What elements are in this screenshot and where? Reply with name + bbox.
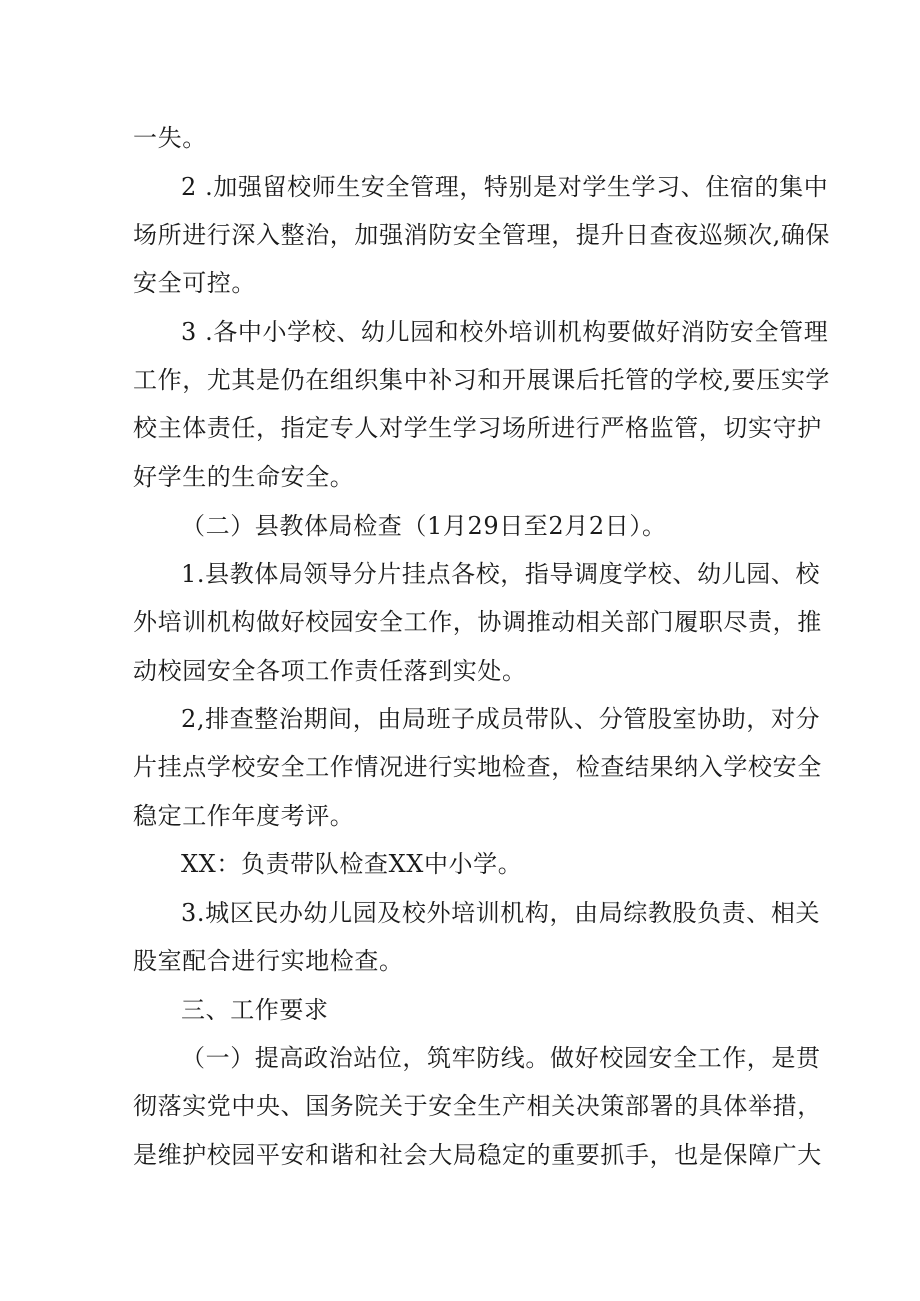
text-line: 彻落实党中央、国务院关于安全生产相关决策部署的具体举措， (133, 1092, 822, 1120)
text-line: 稳定工作年度考评。 (133, 802, 355, 830)
text-line: 2,排查整治期间，由局班子成员带队、分管股室协助，对分 (181, 705, 821, 733)
text-line: 好学生的生命安全。 (133, 463, 355, 491)
text-line: 2 .加强留校师生安全管理，特别是对学生学习、住宿的集中 (181, 173, 829, 201)
text-line: 外培训机构做好校园安全工作，协调推动相关部门履职尽责，推 (133, 608, 822, 636)
text-line: 3 .各中小学校、幼儿园和校外培训机构要做好消防安全管理 (181, 318, 829, 346)
section-heading: （二）县教体局检查（1月29日至2月2日）。 (181, 512, 667, 540)
text-line: 是维护校园平安和谐和社会大局稳定的重要抓手，也是保障广大 (133, 1141, 822, 1169)
text-line: 校主体责任，指定专人对学生学习场所进行严格监管，切实守护 (133, 414, 822, 442)
text-line: 动校园安全各项工作责任落到实处。 (133, 657, 527, 685)
text-line: 1.县教体局领导分片挂点各校，指导调度学校、幼儿园、校 (181, 560, 821, 588)
text-line: 片挂点学校安全工作情况进行实地检查，检查结果纳入学校安全 (133, 753, 822, 781)
text-line: （一）提高政治站位，筑牢防线。做好校园安全工作，是贯 (181, 1044, 821, 1072)
text-line: 3.城区民办幼儿园及校外培训机构，由局综教股负责、相关 (181, 899, 821, 927)
text-line: 一失。 (133, 124, 207, 152)
text-line: 工作，尤其是仍在组织集中补习和开展课后托管的学校,要压实学 (133, 366, 831, 394)
section-heading: 三、工作要求 (181, 996, 329, 1024)
text-line: XX：负责带队检查XX中小学。 (181, 850, 523, 878)
text-line: 场所进行深入整治，加强消防安全管理，提升日查夜巡频次,确保 (133, 221, 831, 249)
text-line: 安全可控。 (133, 269, 256, 297)
text-line: 股室配合进行实地检查。 (133, 947, 404, 975)
